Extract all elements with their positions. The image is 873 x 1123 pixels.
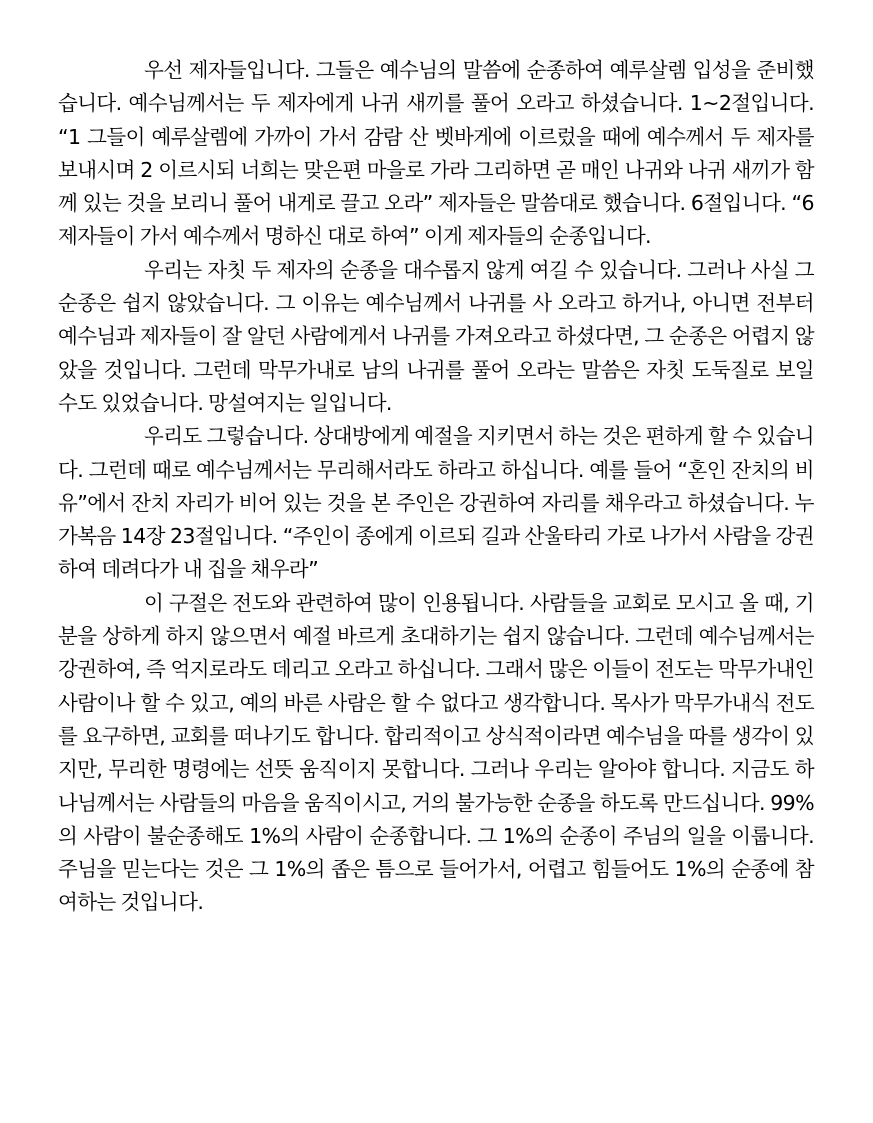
paragraph-evangelism-and-obedience: 이 구절은 전도와 관련하여 많이 인용됩니다. 사람들을 교회로 모시고 올 때, 기분을 상하게 하지 않으면서 예절 바르게 초대하기는 쉽지 않습니다. 그런데 예수님께서는 강권하여, 즉 억지로라도 데리고 오라고 하십니다. 그래서 많은 이들이 전도는 막무가내인 사람이나 할 수 있고, 예의 바른 사람은 할 수 없다고 생각합니다. 목사가 막무가내식 전도를 요구하면, 교회를 떠나기도 합니다. 합리적이고 상식적이라면 예수님을 따를 생각이 있지만, 무리한 명령에는 선뜻 움직이지 못합니다. 그러나 우리는 알아야 합니다. 지금도 하나님께서는 사람들의 마음을 움직이시고, 거의 불가능한 순종을 하도록 만드십니다. 99%의 사람이 불순종해도 1%의 사람이 순종합니다. 그 1%의 순종이 주님의 일을 이룹니다. 주님을 믿는다는 것은 그 1%의 좁은 틈으로 들어가서, 어렵고 힘들어도 1%의 순종에 참여하는 것입니다.: [58, 590, 814, 915]
paragraph-wedding-banquet-parable: 우리도 그렇습니다. 상대방에게 예절을 지키면서 하는 것은 편하게 할 수 있습니다. 그런데 때로 예수님께서는 무리해서라도 하라고 하십니다. 예를 들어 “혼인 잔치의 비유”에서 잔치 자리가 비어 있는 것을 본 주인은 강권하여 자리를 채우라고 하셨습니다. 누가복음 14장 23절입니다. “주인이 종에게 이르되 길과 산울타리 가로 나가서 사람을 강권하여 데려다가 내 집을 채우라”: [58, 424, 814, 582]
document-body: [58, 54, 814, 920]
paragraph-difficulty-of-obedience: 우리는 자칫 두 제자의 순종을 대수롭지 않게 여길 수 있습니다. 그러나 사실 그 순종은 쉽지 않았습니다. 그 이유는 예수님께서 나귀를 사 오라고 하거나, 아니면 전부터 예수님과 제자들이 잘 알던 사람에게서 나귀를 가져오라고 하셨다면, 그 순종은 어렵지 않았을 것입니다. 그런데 막무가내로 남의 나귀를 풀어 오라는 말씀은 자칫 도둑질로 보일 수도 있었습니다. 망설여지는 일입니다.: [58, 257, 814, 415]
paragraph-disciples-obedience: 우선 제자들입니다. 그들은 예수님의 말씀에 순종하여 예루살렘 입성을 준비했습니다. 예수님께서는 두 제자에게 나귀 새끼를 풀어 오라고 하셨습니다. 1~2절입니다. “1 그들이 예루살렘에 가까이 가서 감람 산 벳바게에 이르렀을 때에 예수께서 두 제자를 보내시며 2 이르시되 너희는 맞은편 마을로 가라 그리하면 곧 매인 나귀와 나귀 새끼가 함께 있는 것을 보리니 풀어 내게로 끌고 오라” 제자들은 말씀대로 했습니다. 6절입니다. “6 제자들이 가서 예수께서 명하신 대로 하여” 이게 제자들의 순종입니다.: [58, 58, 814, 249]
